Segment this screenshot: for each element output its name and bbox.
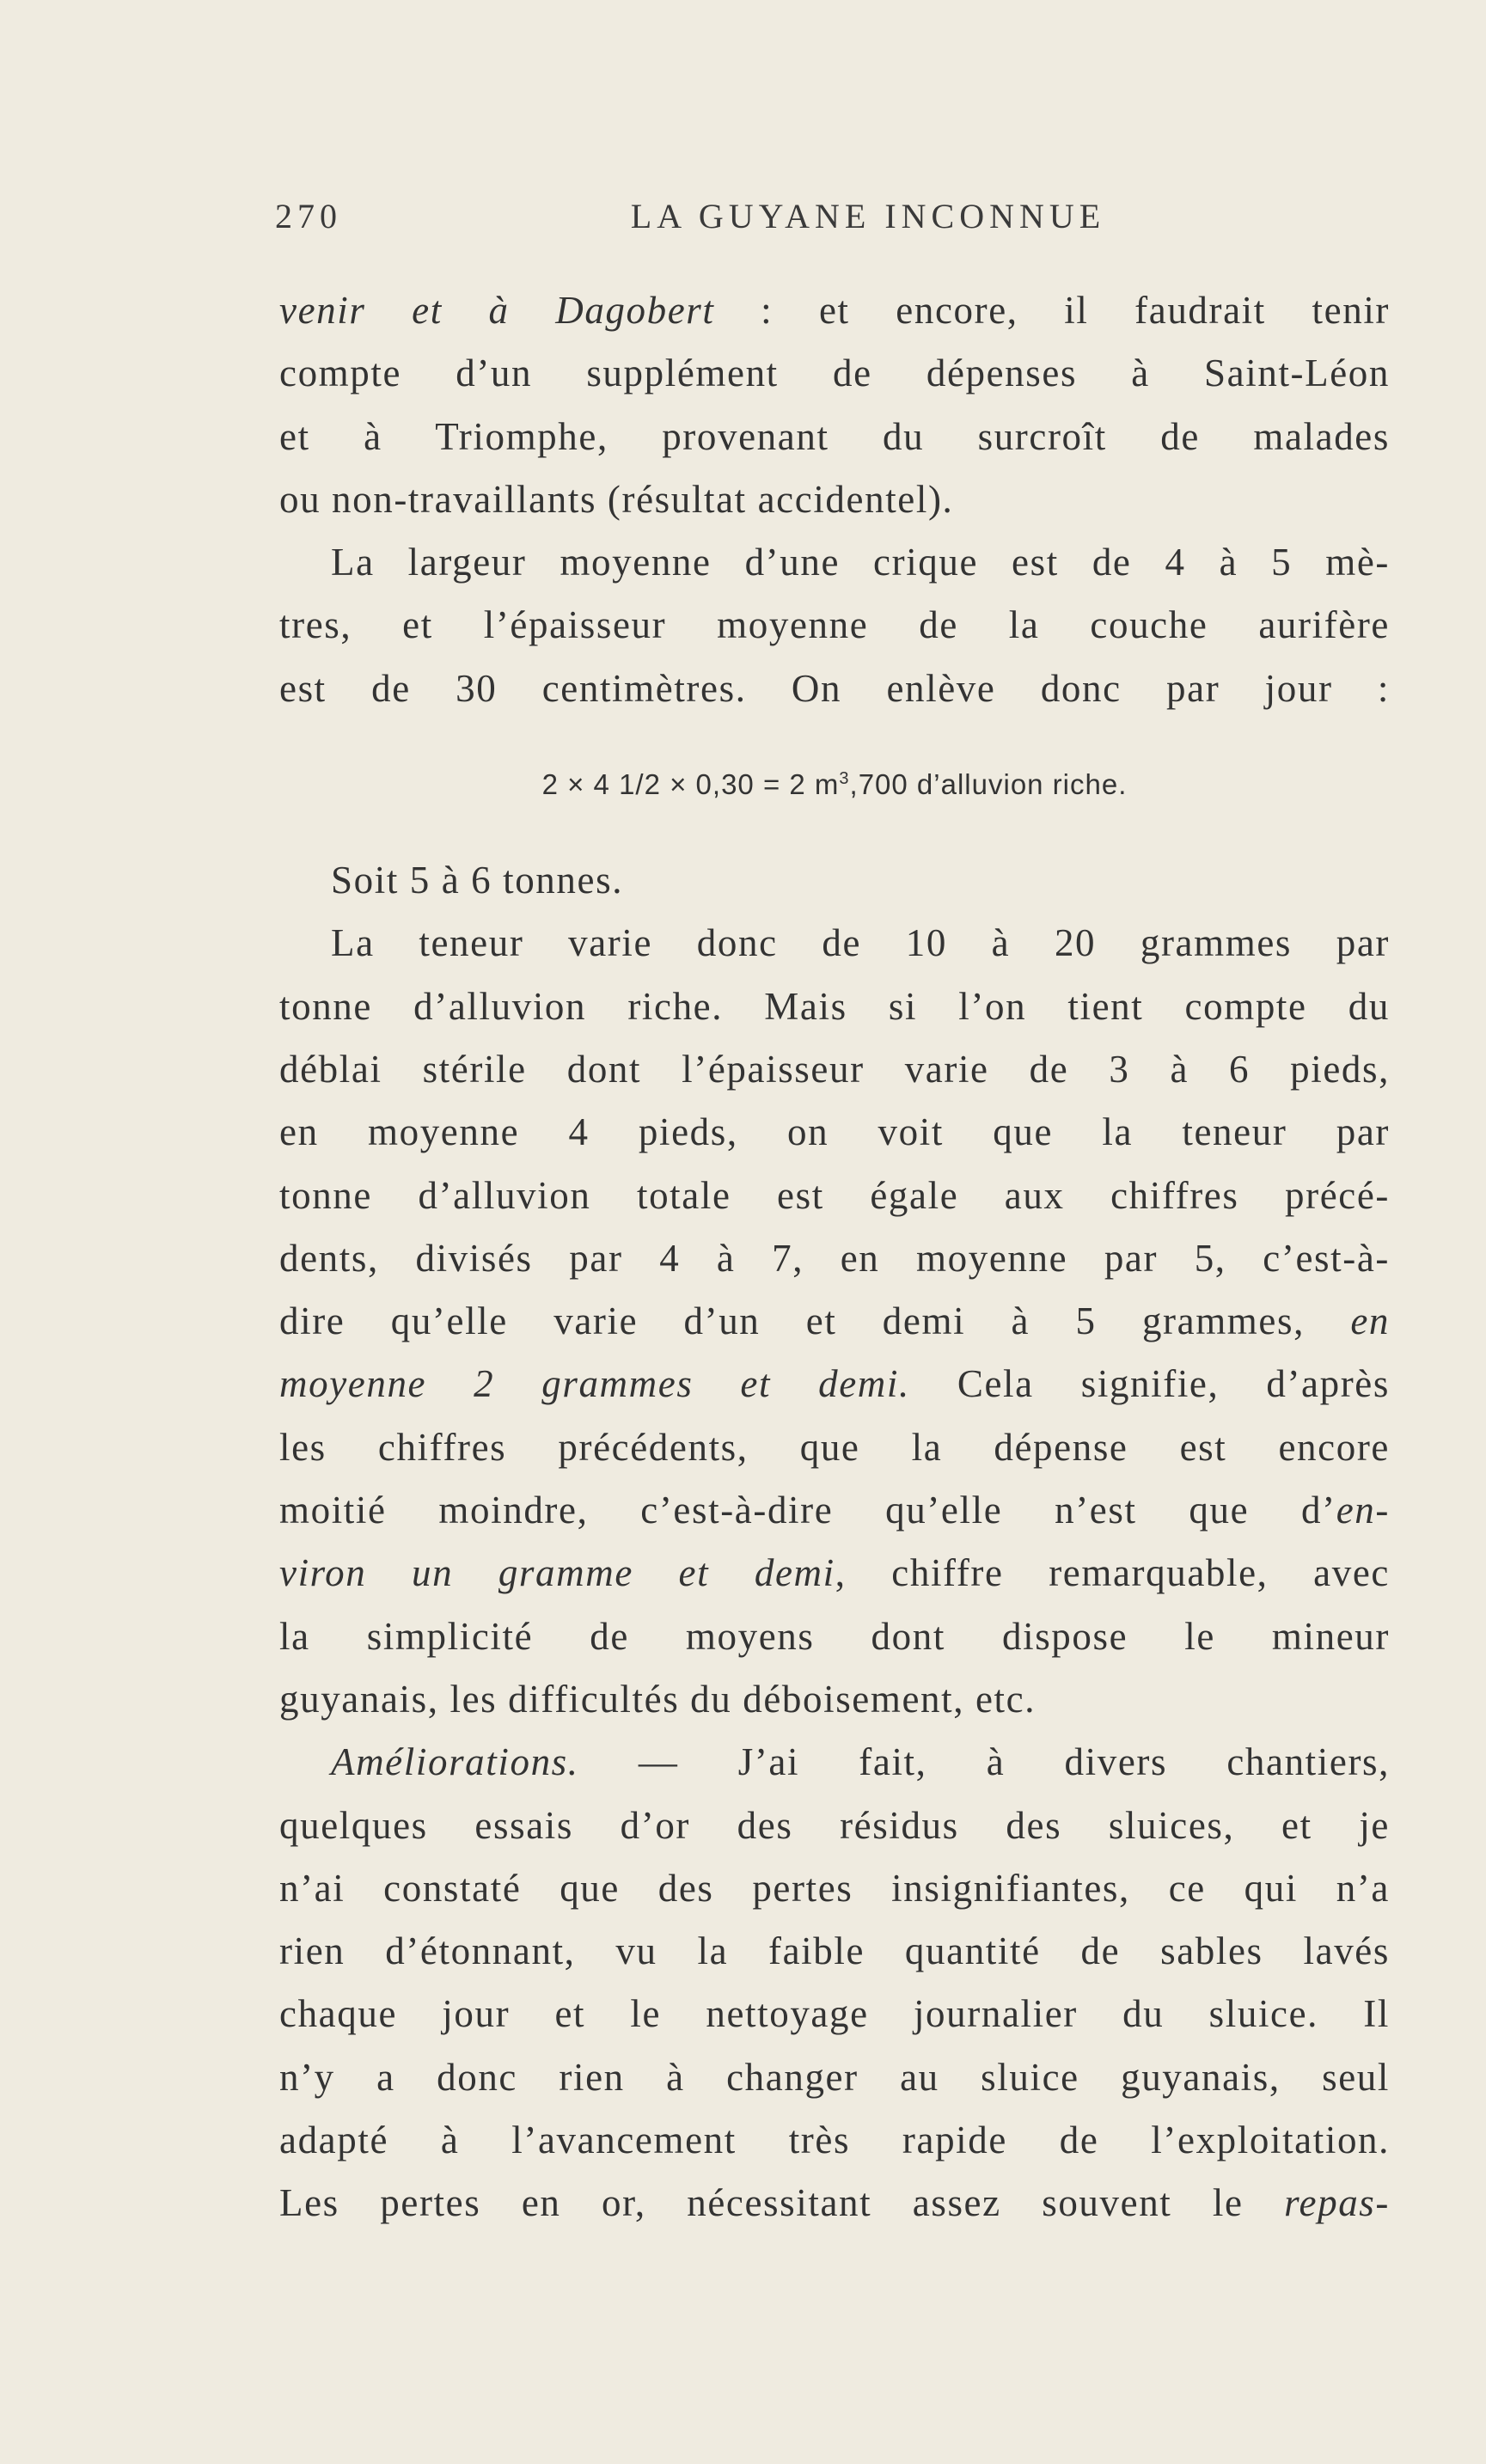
italic-text: viron un gramme et demi [279, 1551, 835, 1595]
running-header [275, 196, 1392, 248]
text-line: Soit 5 à 6 tonnes. [331, 859, 624, 902]
text-line: venir et à Dagobert : et encore, il faudrait tenir [279, 289, 1391, 332]
text-line: viron un gramme et demi, chiffre remarquable, avec [279, 1551, 1390, 1595]
text-line: est de 30 centimètres. On enlève donc par jour : [279, 666, 1390, 710]
italic-text: venir et à Dagobert [279, 289, 715, 332]
text-line: moitié moindre, c’est-à-dire qu’elle n’est que d’en- [279, 1489, 1390, 1532]
body-text [279, 279, 1390, 2235]
text-line: rien d’étonnant, vu la faible quantité de sables lavés [279, 1929, 1390, 1973]
text-line: les chiffres précédents, que la dépense est encore [279, 1425, 1390, 1469]
italic-text: en [1350, 1299, 1391, 1343]
text-line: tres, et l’épaisseur moyenne de la couche aurifère [279, 603, 1390, 647]
italic-text: repas- [1284, 2181, 1390, 2225]
formula: 2 × 4 1/2 × 0,30 = 2 $m^3,700$ d’alluvion riche. [541, 768, 1128, 801]
text-line: ou non-travaillants (résultat accidentel). [279, 477, 954, 521]
text-line: la simplicité de moyens dont dispose le mineur [279, 1614, 1390, 1658]
text-line: chaque jour et le nettoyage journalier du sluice. Il [279, 1992, 1390, 2036]
text-line: n’ai constaté que des pertes insignifiantes, ce qui n’a [279, 1866, 1390, 1910]
text-line: dents, divisés par 4 à 7, en moyenne par 5, c’est-à- [279, 1236, 1390, 1280]
text-line: tonne d’alluvion riche. Mais si l’on tient compte du [279, 984, 1390, 1028]
text-line: tonne d’alluvion totale est égale aux chiffres précé- [279, 1173, 1390, 1217]
text-line: Les pertes en or, nécessitant assez souvent le repas- [279, 2181, 1390, 2225]
text-line: quelques essais d’or des résidus des sluices, et je [279, 1803, 1390, 1847]
text-line: adapté à l’avancement très rapide de l’exploitation. [279, 2119, 1390, 2162]
running-title: LA GUYANE INCONNUE [630, 197, 1106, 235]
italic-text: Améliorations. [331, 1740, 579, 1784]
text-line: et à Triomphe, provenant du surcroît de malades [279, 414, 1390, 458]
text-line: n’y a donc rien à changer au sluice guyanais, seul [279, 2055, 1390, 2099]
text-line: moyenne 2 grammes et demi. Cela signifie, d’après [279, 1362, 1390, 1406]
text-line: La teneur varie donc de 10 à 20 grammes par [331, 921, 1390, 965]
text-line: guyanais, les difficultés du déboisement, etc. [279, 1677, 1037, 1721]
text-line: dire qu’elle varie d’un et demi à 5 grammes, en [279, 1299, 1391, 1343]
italic-text: en- [1336, 1489, 1390, 1532]
text-line: La largeur moyenne d’une crique est de 4 à 5 mè- [331, 541, 1390, 584]
text-line: Améliorations. — J’ai fait, à divers chantiers, [331, 1740, 1390, 1784]
italic-text: moyenne 2 grammes et demi. [279, 1362, 910, 1406]
page-number: 270 [275, 197, 342, 235]
text-line: compte d’un supplément de dépenses à Saint-Léon [279, 352, 1390, 395]
text-line: déblai stérile dont l’épaisseur varie de 3 à 6 pieds, [279, 1047, 1390, 1091]
text-line: en moyenne 4 pieds, on voit que la teneur par [279, 1110, 1390, 1154]
